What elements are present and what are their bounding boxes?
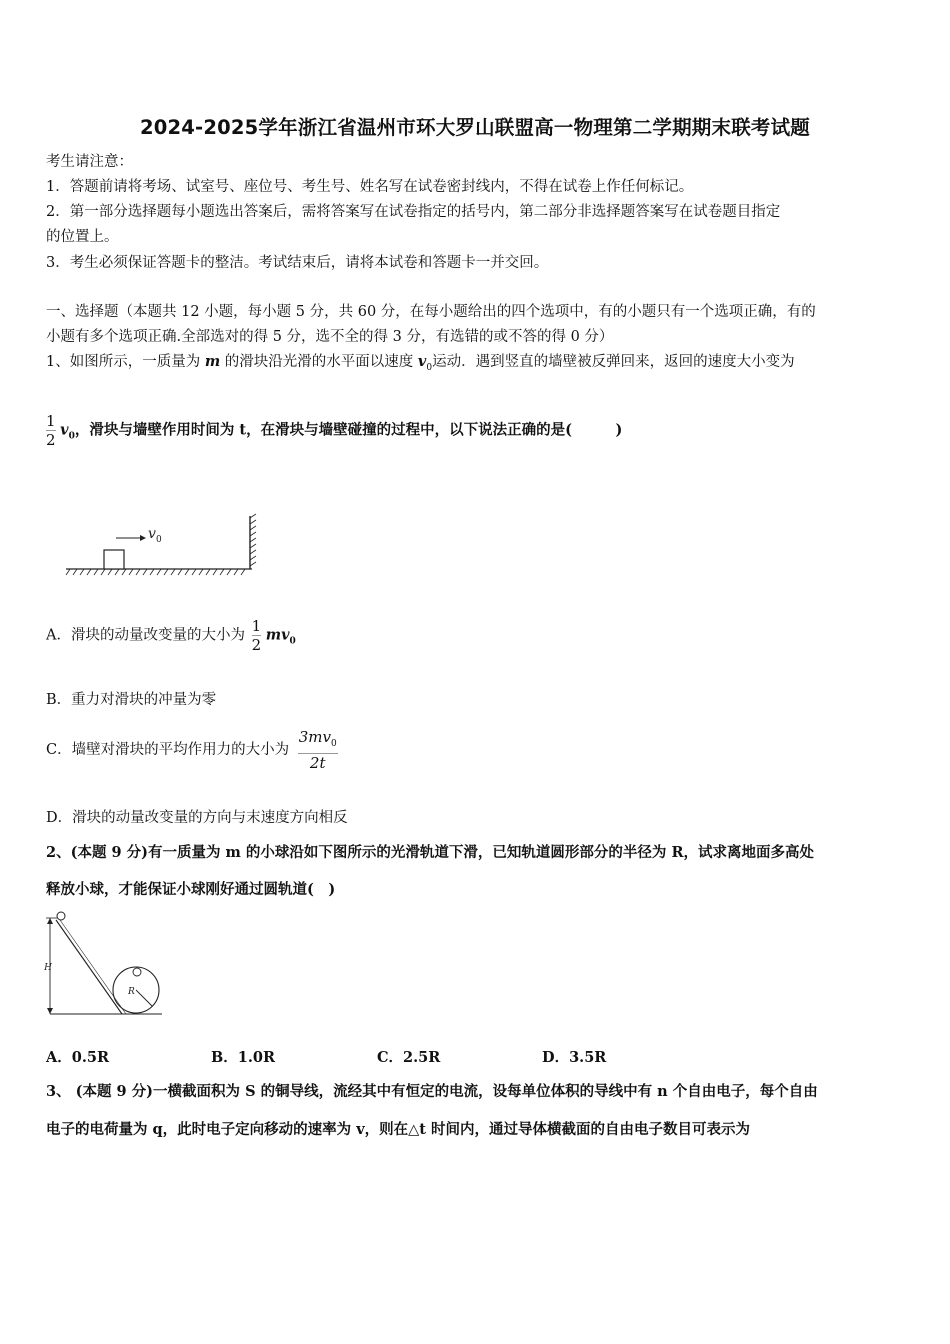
- svg-text:v: v: [148, 526, 156, 542]
- loop-track-figure: [42, 910, 166, 1020]
- q3-stem-line2: 电子的电荷量为 q，此时电子定向移动的速率为 v，则在△t 时间内，通过导体横截面的自由电子数目可表示为: [46, 1121, 751, 1138]
- notice-item: 3．考生必须保证答题卡的整洁。考试结束后，请将本试卷和答题卡一并交回。: [46, 255, 549, 271]
- q2-option-b: B．1.0R: [211, 1049, 276, 1066]
- notice-item: 1．答题前请将考场、试室号、座位号、考生号、姓名写在试卷密封线内，不得在试卷上作任何标记。: [46, 179, 694, 195]
- q2-option-c: C．2.5R: [377, 1049, 441, 1066]
- q2-stem-line1: 2、(本题 9 分)有一质量为 m 的小球沿如下图所示的光滑轨道下滑，已知轨道圆形部分的半径为 R，试求离地面多高处: [46, 844, 815, 861]
- fraction: $\frac{1}{2}$: [251, 617, 262, 654]
- fraction: $\frac{3mv_0}{2t}$: [298, 728, 337, 772]
- q1-option-a: A．滑块的动量改变量的大小为 $\frac{1}{2}$ $mv_0$: [46, 617, 296, 654]
- q2-option-d: D．3.5R: [542, 1049, 607, 1066]
- section-heading: 一、选择题（本题共 12 小题，每小题 5 分，共 60 分，在每小题给出的四个选项中，有的小题只有一个选项正确，有的: [46, 304, 816, 320]
- radius-label: R: [128, 987, 135, 997]
- notice-item: 2．第一部分选择题每小题选出答案后，需将答案写在试卷指定的括号内，第二部分非选择题答案写在试卷题目指定: [46, 204, 781, 220]
- q1-stem-line1: 1、如图所示，一质量为 m 的滑块沿光滑的水平面以速度 $v_0$运动．遇到竖直的墙壁被反弹回来，返回的速度大小变为: [46, 353, 795, 373]
- q1-stem-line2: $\frac{1}{2}$ $v_0$，滑块与墙壁作用时间为 t，在滑块与墙壁碰撞的过程中，以下说法正确的是( ): [46, 412, 623, 449]
- q3-stem-line1: 3、 (本题 9 分)一横截面积为 S 的铜导线，流经其中有恒定的电流，设每单位体积的导线中有 n 个自由电子，每个自由: [46, 1083, 818, 1100]
- height-label: H: [44, 963, 52, 973]
- fraction: $\frac{1}{2}$: [46, 412, 56, 449]
- notice-item: 的位置上。: [46, 229, 119, 245]
- notice-heading: 考生请注意：: [46, 154, 133, 170]
- q2-stem-line2: 释放小球，才能保证小球刚好通过圆轨道( ): [46, 881, 336, 898]
- q1-option-c: C．墙壁对滑块的平均作用力的大小为 $\frac{3mv_0}{2t}$: [46, 728, 337, 772]
- q1-option-d: D．滑块的动量改变量的方向与末速度方向相反: [46, 810, 348, 826]
- block-wall-figure: [60, 512, 260, 576]
- q1-option-b: B．重力对滑块的冲量为零: [46, 692, 217, 708]
- svg-text:0: 0: [156, 535, 162, 545]
- section-heading-cont: 小题有多个选项正确.全部选对的得 5 分，选不全的得 3 分，有选错的或不答的得 0 分）: [46, 329, 614, 345]
- q2-option-a: A．0.5R: [46, 1049, 110, 1066]
- page-title: 2024-2025学年浙江省温州市环大罗山联盟高一物理第二学期期末联考试题: [139, 116, 811, 139]
